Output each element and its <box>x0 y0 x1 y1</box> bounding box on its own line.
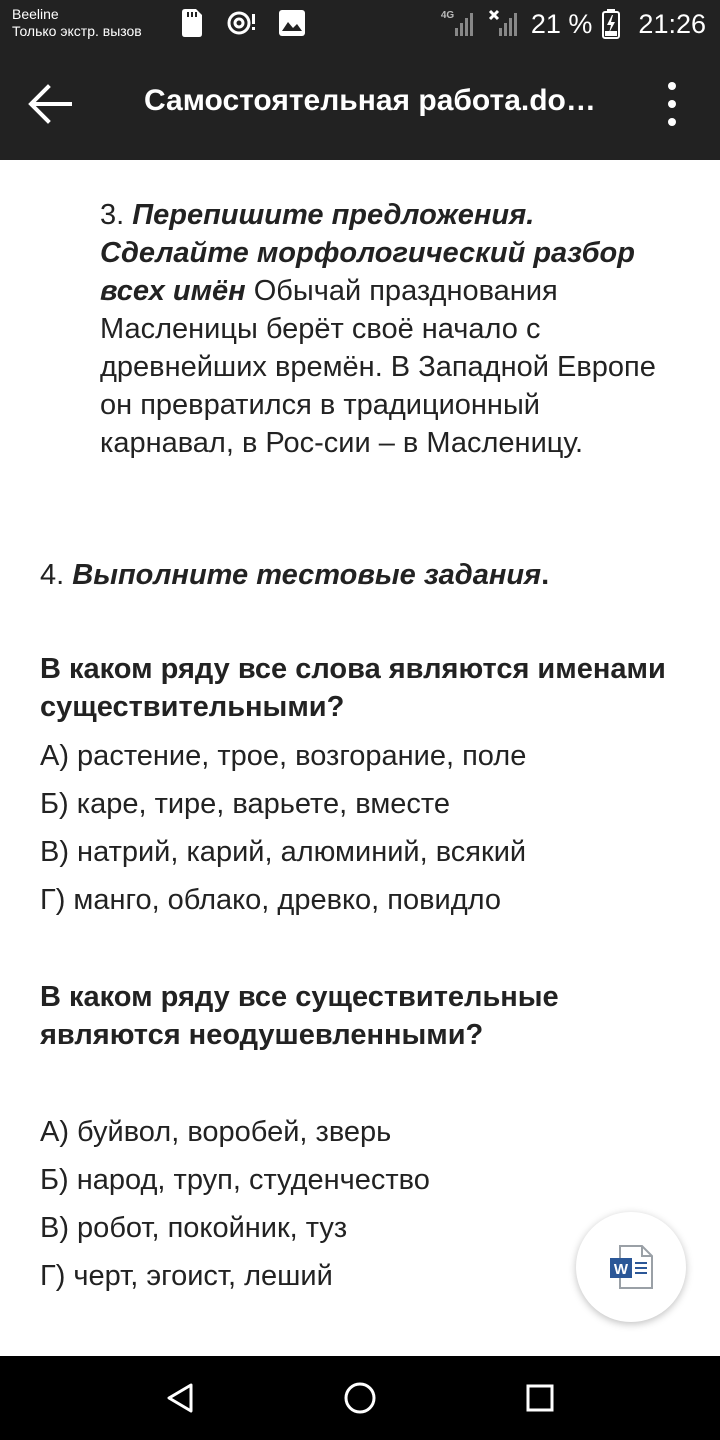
option-item: Г) черт, эгоист, леший <box>40 1260 333 1292</box>
nav-home-button[interactable] <box>336 1374 384 1422</box>
no-signal-icon <box>487 8 521 40</box>
option-item: В) натрий, карий, алюминий, всякий <box>40 836 527 868</box>
more-vert-icon-dot <box>668 100 676 108</box>
sim-card-icon <box>180 8 204 38</box>
nav-recent-button[interactable] <box>516 1374 564 1422</box>
nav-back-button[interactable] <box>156 1374 204 1422</box>
option-item: В) робот, покойник, туз <box>40 1212 348 1244</box>
task-3-text: Обычай празднования Масленицы берёт своё начало с древнейших времён. В Западной Европе он превратился в традиционный карнавал, в Рос-сии – в Масленицу. <box>100 275 656 459</box>
option-item: А) растение, трое, возгорание, поле <box>40 740 527 772</box>
task-3 <box>100 196 680 462</box>
image-icon <box>278 9 306 37</box>
nav-home-icon <box>343 1381 377 1415</box>
battery-charging-icon <box>602 9 620 39</box>
battery-percent: 21 % <box>530 8 593 39</box>
option-item: Г) манго, облако, древко, повидло <box>40 884 501 916</box>
carrier-name: Beeline <box>12 6 59 22</box>
hotspot-icon <box>226 10 256 36</box>
option-item: Б) народ, труп, студенчество <box>40 1164 430 1196</box>
option-item: Б) каре, тире, варьете, вместе <box>40 788 450 820</box>
more-options-button[interactable] <box>660 82 684 126</box>
task-4 <box>40 556 680 594</box>
network-type-label: 4G <box>440 10 455 21</box>
navigation-bar <box>0 1356 720 1440</box>
app-bar <box>0 48 720 160</box>
question-1-options <box>40 732 680 924</box>
task-4-number: 4. <box>40 559 73 591</box>
nav-recent-icon <box>525 1383 555 1413</box>
task-3-heading: Перепишите предложения. Сделайте морфологический разбор всех имён <box>100 199 635 307</box>
option-item: А) буйвол, воробей, зверь <box>40 1116 392 1148</box>
more-vert-icon-dot <box>668 118 676 126</box>
notification-icons <box>180 8 306 38</box>
status-bar <box>0 0 720 48</box>
document-title: Самостоятельная работа.do… <box>144 84 596 117</box>
back-button[interactable] <box>20 78 80 130</box>
carrier-status: Только экстр. вызов <box>12 23 142 39</box>
task-3-number: 3. <box>100 199 133 231</box>
open-in-word-button[interactable] <box>576 1212 686 1322</box>
question-2: В каком ряду все существительные являются неодушевленными? <box>40 981 559 1051</box>
carrier-info <box>12 6 142 40</box>
network-group <box>441 8 477 40</box>
system-status <box>441 4 706 44</box>
question-1: В каком ряду все слова являются именами существительными? <box>40 653 666 723</box>
document-viewer[interactable] <box>0 160 720 1356</box>
arrow-left-icon <box>28 84 72 124</box>
word-document-icon <box>608 1244 654 1290</box>
task-4-heading: Выполните тестовые задания <box>72 559 542 591</box>
task-4-period: . <box>541 559 550 591</box>
signal-icon <box>441 8 477 40</box>
nav-back-icon <box>165 1382 195 1414</box>
clock: 21:26 <box>638 8 706 39</box>
word-badge-letter: W <box>613 1261 629 1278</box>
more-vert-icon-dot <box>668 82 676 90</box>
